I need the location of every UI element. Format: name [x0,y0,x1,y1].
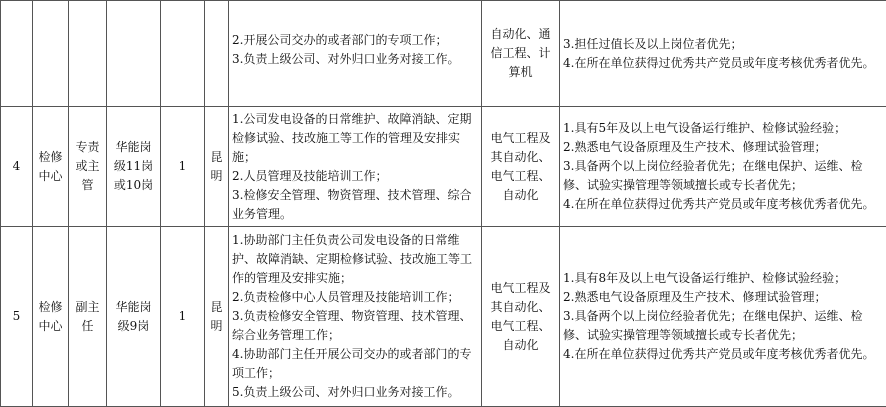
requirement-item: 4.在所在单位获得过优秀共产党员或年度考核优秀者优先。 [563,195,883,214]
position: 专责或主管 [69,107,107,227]
department: 检修中心 [33,227,69,407]
headcount: 1 [161,107,205,227]
duty-item: 2.人员管理及技能培训工作； [232,167,478,186]
requirement-item: 3.具备两个以上岗位经验者优先；在继电保护、运维、检修、试验实操管理等领域擅长或专长者优先； [563,157,883,195]
requirements-cell [560,227,886,407]
requirement-item: 1.具有8年及以上电气设备运行维护、检修试验经验； [563,269,883,288]
duty-item: 5.负责上级公司、对外归口业务对接工作。 [232,383,478,402]
department [33,1,69,107]
duties-cell [229,1,482,107]
requirement-item: 2.熟悉电气设备原理及生产技术、修理试验管理； [563,138,883,157]
duty-item: 3.负责检修安全管理、物资管理、技术管理、综合业务管理工作； [232,307,478,345]
majors: 电气工程及其自动化、电气工程、自动化 [482,107,560,227]
requirement-item: 1.具有5年及以上电气设备运行维护、检修试验经验； [563,119,883,138]
duty-item: 2.开展公司交办的或者部门的专项工作； [232,31,478,50]
requirement-item: 2.熟悉电气设备原理及生产技术、修理试验管理； [563,288,883,307]
location: 昆明 [205,227,229,407]
department: 检修中心 [33,107,69,227]
duties-cell [229,107,482,227]
grade: 华能岗级9岗 [107,227,161,407]
row-number [1,1,33,107]
duty-item: 4.协助部门主任开展公司交办的或者部门的专项工作； [232,345,478,383]
requirements-cell [560,1,886,107]
table-row [1,227,886,407]
requirement-item: 3.担任过值长及以上岗位者优先； [563,35,883,54]
position [69,1,107,107]
requirement-item: 4.在所在单位获得过优秀共产党员或年度考核优秀者优先。 [563,345,883,364]
duty-item: 1.公司发电设备的日常维护、故障消缺、定期检修试验、技改施工等工作的管理及安排实施； [232,110,478,167]
row-number: 5 [1,227,33,407]
table-row [1,107,886,227]
location: 昆明 [205,107,229,227]
requirement-item: 3.具备两个以上岗位经验者优先；在继电保护、运维、检修、试验实操管理等领域擅长或专长者优先； [563,307,883,345]
location [205,1,229,107]
headcount [161,1,205,107]
majors: 自动化、通信工程、计算机 [482,1,560,107]
majors: 电气工程及其自动化、电气工程、自动化 [482,227,560,407]
duty-item: 3.检修安全管理、物资管理、技术管理、综合业务管理。 [232,186,478,224]
duties-cell [229,227,482,407]
requirements-cell [560,107,886,227]
grade: 华能岗级11岗或10岗 [107,107,161,227]
requirement-item: 4.在所在单位获得过优秀共产党员或年度考核优秀者优先。 [563,54,883,73]
duty-item: 1.协助部门主任负责公司发电设备的日常维护、故障消缺、定期检修试验、技改施工等工作的管理及安排实施； [232,231,478,288]
position: 副主任 [69,227,107,407]
grade [107,1,161,107]
duty-item: 3.负责上级公司、对外归口业务对接工作。 [232,50,478,69]
table-row [1,1,886,107]
row-number: 4 [1,107,33,227]
duty-item: 2.负责检修中心人员管理及技能培训工作； [232,288,478,307]
headcount: 1 [161,227,205,407]
